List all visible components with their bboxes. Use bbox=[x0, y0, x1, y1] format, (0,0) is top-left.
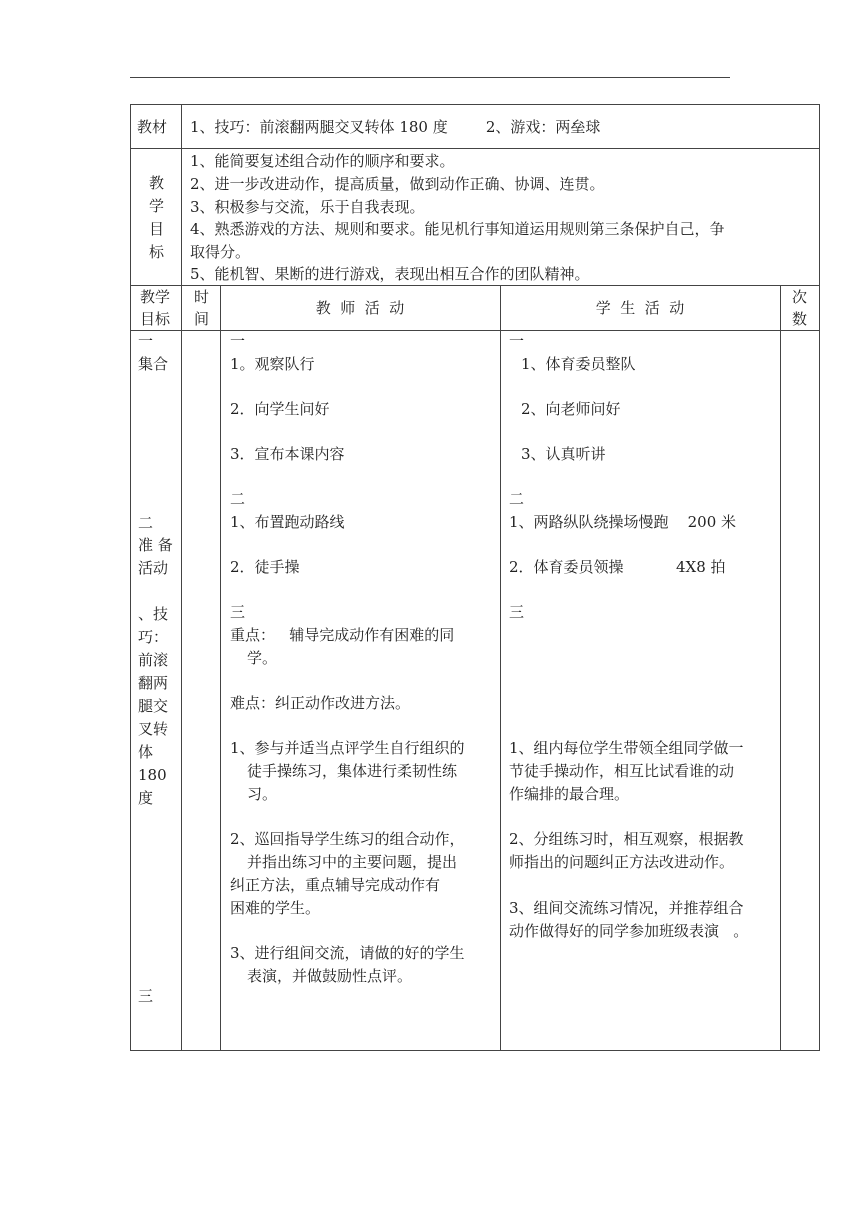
stage-3-line: 、技 bbox=[138, 605, 169, 623]
teacher-step: 2、巡回指导学生练习的组合动作， bbox=[230, 830, 465, 848]
student-item: 1、体育委员整队 bbox=[521, 355, 636, 373]
teacher-item: 1、布置跑动路线 bbox=[230, 513, 345, 531]
student-step: 师指出的问题纠正方法改进动作。 bbox=[509, 853, 735, 871]
col-divider bbox=[220, 285, 221, 1051]
teacher-item: 2．徒手操 bbox=[230, 558, 300, 576]
row-divider bbox=[130, 148, 820, 149]
goals-label-char: 标 bbox=[149, 243, 165, 261]
stage-2-name: 活动 bbox=[138, 559, 169, 577]
student-section-heading: 一 bbox=[509, 332, 525, 350]
difficulty-point: 难点：纠正动作改进方法。 bbox=[230, 694, 411, 712]
goals-label-char: 教 bbox=[149, 174, 165, 192]
teacher-step: 并指出练习中的主要问题，提出 bbox=[247, 853, 458, 871]
goal-item: 1、能简要复述组合动作的顺序和要求。 bbox=[190, 152, 455, 170]
col-header-student: 学 生 活 动 bbox=[595, 299, 685, 317]
col-header-time: 间 bbox=[194, 310, 210, 328]
col-divider bbox=[181, 104, 182, 1051]
teacher-step: 1、参与并适当点评学生自行组织的 bbox=[230, 739, 465, 757]
stage-3-line: 翻两 bbox=[138, 674, 169, 692]
student-step: 3、组间交流练习情况，并推荐组合 bbox=[509, 899, 744, 917]
goals-label-char: 目 bbox=[149, 220, 165, 238]
student-item: 2、向老师问好 bbox=[521, 400, 621, 418]
teacher-step: 困难的学生。 bbox=[230, 899, 321, 917]
student-step: 作编排的最合理。 bbox=[509, 785, 630, 803]
col-header-count: 数 bbox=[792, 310, 808, 328]
col-header-goal: 目标 bbox=[140, 310, 171, 328]
goal-item: 2、进一步改进动作，提高质量，做到动作正确、协调、连贯。 bbox=[190, 175, 605, 193]
stage-2-name: 准 备 bbox=[138, 536, 173, 554]
stage-1-number: 一 bbox=[138, 332, 154, 350]
material-label: 教材 bbox=[137, 118, 168, 136]
stage-3-line: 180 bbox=[138, 766, 167, 784]
stage-4-number: 三 bbox=[138, 987, 154, 1005]
stage-3-line: 度 bbox=[138, 789, 154, 807]
stage-3-line: 前滚 bbox=[138, 651, 169, 669]
goals-label-char: 学 bbox=[149, 197, 165, 215]
goal-item: 5、能机智、果断的进行游戏，表现出相互合作的团队精神。 bbox=[190, 265, 590, 283]
stage-2-number: 二 bbox=[138, 514, 154, 532]
stage-3-line: 叉转 bbox=[138, 720, 169, 738]
col-header-count: 次 bbox=[792, 288, 808, 306]
student-step: 动作做得好的同学参加班级表演 。 bbox=[509, 922, 749, 940]
teacher-section-heading: 二 bbox=[230, 490, 246, 508]
teacher-item: 3．宣布本课内容 bbox=[230, 445, 345, 463]
teacher-step: 徒手操练习，集体进行柔韧性练 bbox=[247, 762, 458, 780]
student-section-heading: 三 bbox=[509, 603, 525, 621]
material-content: 1、技巧：前滚翻两腿交叉转体 180 度 2、游戏：两垒球 bbox=[190, 118, 601, 136]
col-header-goal: 教学 bbox=[140, 288, 171, 306]
teacher-item: 2．向学生问好 bbox=[230, 400, 330, 418]
header-rule bbox=[130, 77, 730, 78]
goal-item: 取得分。 bbox=[190, 243, 251, 261]
col-header-time: 时 bbox=[194, 288, 210, 306]
teacher-section-heading: 一 bbox=[230, 332, 246, 350]
student-step: 2、分组练习时，相互观察，根据教 bbox=[509, 830, 744, 848]
goal-item: 3、积极参与交流，乐于自我表现。 bbox=[190, 198, 425, 216]
key-point: 学。 bbox=[247, 649, 278, 667]
teacher-item: 1。观察队行 bbox=[230, 355, 315, 373]
col-header-teacher: 教 师 活 动 bbox=[315, 299, 405, 317]
stage-1-name: 集合 bbox=[138, 355, 169, 373]
teacher-step: 习。 bbox=[247, 785, 278, 803]
student-section-heading: 二 bbox=[509, 490, 525, 508]
goal-item: 4、熟悉游戏的方法、规则和要求。能见机行事知道运用规则第三条保护自己，争 bbox=[190, 220, 725, 238]
row-divider bbox=[130, 285, 820, 286]
col-divider bbox=[780, 285, 781, 1051]
teacher-step: 表演，并做鼓励性点评。 bbox=[247, 967, 413, 985]
teacher-step: 纠正方法，重点辅导完成动作有 bbox=[230, 876, 441, 894]
stage-3-line: 巧： bbox=[138, 628, 169, 646]
student-item: 3、认真听讲 bbox=[521, 445, 606, 463]
teacher-section-heading: 三 bbox=[230, 603, 246, 621]
student-step: 1、组内每位学生带领全组同学做一 bbox=[509, 739, 744, 757]
key-point: 重点： 辅导完成动作有困难的同 bbox=[230, 626, 455, 644]
col-divider bbox=[500, 285, 501, 1051]
teacher-step: 3、进行组间交流，请做的好的学生 bbox=[230, 944, 465, 962]
student-item: 1、两路纵队绕操场慢跑 200 米 bbox=[509, 513, 737, 531]
stage-3-line: 体 bbox=[138, 743, 154, 761]
student-step: 节徒手操动作，相互比试看谁的动 bbox=[509, 762, 735, 780]
stage-3-line: 腿交 bbox=[138, 697, 169, 715]
student-item: 2．体育委员领操 4X8 拍 bbox=[509, 558, 726, 576]
